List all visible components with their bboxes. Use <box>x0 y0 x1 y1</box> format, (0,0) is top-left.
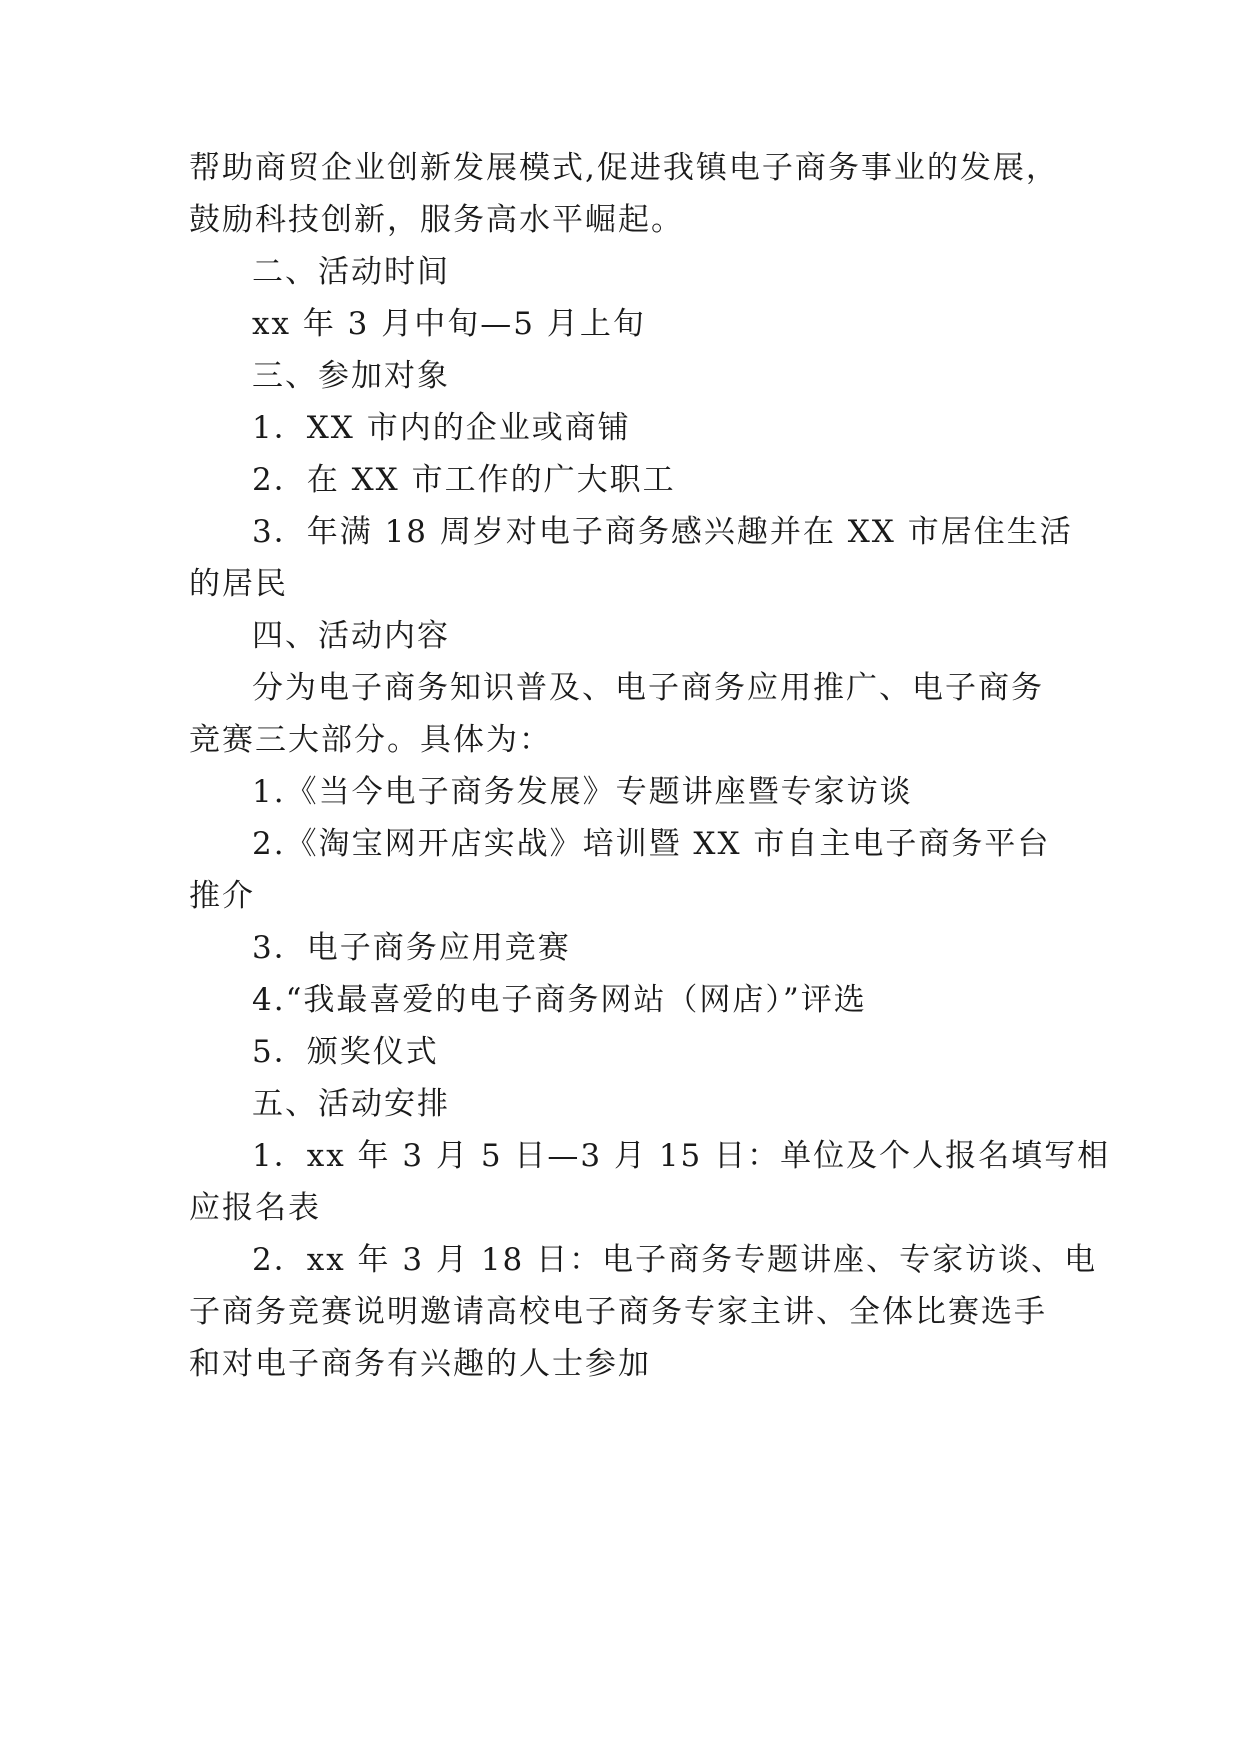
section-heading: 四、活动内容 <box>252 618 450 654</box>
list-item: 2．xx 年 3 月 18 日：电子商务专题讲座、专家访谈、电 <box>252 1242 1098 1278</box>
list-item: 3．年满 18 周岁对电子商务感兴趣并在 XX 市居住生活 <box>252 514 1073 550</box>
paragraph-line: 竞赛三大部分。具体为： <box>189 722 552 758</box>
list-item: 2.《淘宝网开店实战》培训暨 XX 市自主电子商务平台 <box>252 826 1051 862</box>
list-item-continuation: 应报名表 <box>189 1190 321 1226</box>
paragraph-line: xx 年 3 月中旬—5 月上旬 <box>252 306 646 342</box>
list-item-continuation: 和对电子商务有兴趣的人士参加 <box>189 1346 651 1382</box>
list-item-continuation: 推介 <box>189 878 255 914</box>
list-item: 3．电子商务应用竞赛 <box>252 930 571 966</box>
section-heading: 二、活动时间 <box>252 254 450 290</box>
paragraph-line: 分为电子商务知识普及、电子商务应用推广、电子商务 <box>252 670 1044 706</box>
list-item-continuation: 的居民 <box>189 566 288 602</box>
list-item: 1．xx 年 3 月 5 日—3 月 15 日：单位及个人报名填写相 <box>252 1138 1111 1174</box>
list-item-continuation: 子商务竞赛说明邀请高校电子商务专家主讲、全体比赛选手 <box>189 1294 1047 1330</box>
list-item: 5．颁奖仪式 <box>252 1034 439 1070</box>
list-item: 2．在 XX 市工作的广大职工 <box>252 462 676 498</box>
list-item: 1.《当今电子商务发展》专题讲座暨专家访谈 <box>252 774 913 810</box>
list-item: 1．XX 市内的企业或商铺 <box>252 410 631 446</box>
paragraph-line: 鼓励科技创新，服务高水平崛起。 <box>189 202 684 238</box>
list-item: 4.“我最喜爱的电子商务网站（网店）”评选 <box>252 982 867 1018</box>
paragraph-line: 帮助商贸企业创新发展模式,促进我镇电子商务事业的发展， <box>189 150 1059 186</box>
section-heading: 五、活动安排 <box>252 1086 450 1122</box>
section-heading: 三、参加对象 <box>252 358 450 394</box>
